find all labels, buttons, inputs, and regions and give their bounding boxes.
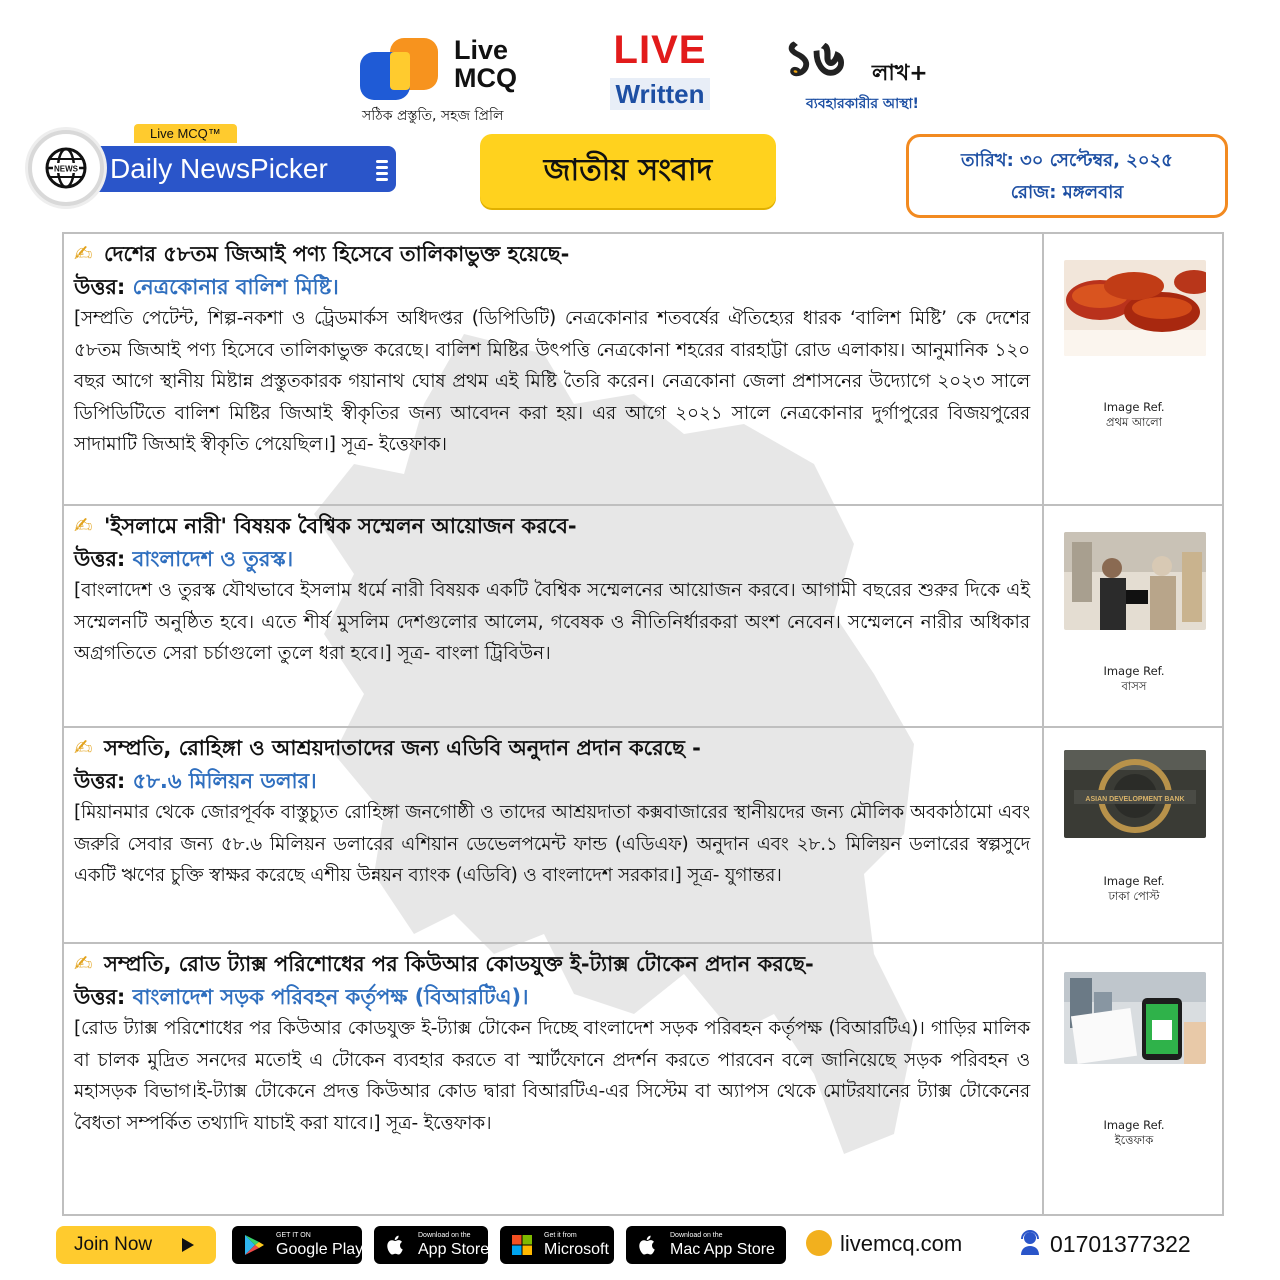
website-link[interactable]: livemcq.com xyxy=(806,1228,962,1260)
news-body: [মিয়ানমার থেকে জোরপূর্বক বাস্তুচ্যুত রোহিঙ্গা জনগোষ্ঠী ও তাদের আশ্রয়দাতা কক্সবাজারের স্থানীয়দের জন্য মৌলিক অবকাঠামো এবং জরুরি সেবার জন্য ৫৮.৬ মিলিয়ন ডলারের এশিয়ান ডেভেলপমেন্ট ফান্ড (এডিএফ) অনুদান এবং ২৮.১ মিলিয়ন ডলারের স্বল্পসুদে একটি ঋণের চুক্তি স্বাক্ষর করেছে এশীয় উন্নয়ন ব্যাংক (এডিবি) ও বাংলাদেশ সরকার।] সূত্র- যুগান্তর। xyxy=(74,802,1030,886)
livemcq-tagline: সঠিক প্রস্তুতি, সহজ প্রিলি xyxy=(362,108,504,124)
news-text xyxy=(64,728,1044,942)
sweet-photo xyxy=(1064,260,1206,356)
image-ref: Image Ref. ইত্তেফাক xyxy=(1103,1118,1165,1147)
news-item xyxy=(64,234,1224,506)
news-image-cell xyxy=(1044,944,1224,1216)
apple-icon xyxy=(384,1233,408,1257)
answer-value: ৫৮.৬ মিলিয়ন ডলার। xyxy=(132,769,317,793)
news-globe-icon xyxy=(28,130,104,206)
support-agent-icon xyxy=(1018,1229,1042,1257)
news-image-cell xyxy=(1044,728,1224,942)
writing-hand-icon: ✍ xyxy=(74,242,93,267)
news-item xyxy=(64,944,1224,1216)
news-text xyxy=(64,506,1044,726)
news-body: [সম্প্রতি পেটেন্ট, শিল্প-নকশা ও ট্রেডমার্কস অধিদপ্তর (ডিপিডিটি) নেত্রকোনার শতবর্ষের ঐতিহ্যের ধারক ‘বালিশ মিষ্টি’ কে দেশের ৫৮তম জিআই পণ্য হিসেবে তালিকাভুক্ত করেছে। বালিশ মিষ্টির উৎপত্তি নেত্রকোনা শহরের বারহাট্টা রোড এলাকায়। আনুমানিক ১২০ বছর আগে স্থানীয় মিষ্টান্ন প্রস্তুতকারক গয়ানাথ ঘোষ প্রথম এই মিষ্টি তৈরি করেন। নেত্রকোনা জেলা প্রশাসনের উদ্যোগে ২০২৩ সালে ডিপিডিটিতে বালিশ মিষ্টির জিআই স্বীকৃতির জন্য আবেদন করা হয়। এর আগে ২০২১ সালে নেত্রকোনার দুর্গাপুরের বিজয়পুরের সাদামাটি জিআই স্বীকৃতি পেয়েছিল।] সূত্র- ইত্তেফাক। xyxy=(74,308,1030,455)
news-body: [রোড ট্যাক্স পরিশোধের পর কিউআর কোডযুক্ত ই-ট্যাক্স টোকেন দিচ্ছে বাংলাদেশ সড়ক পরিবহন কর্তৃপক্ষ (বিআরটিএ)। গাড়ির মালিক বা চালক মুদ্রিত সনদের মতোই এ টোকেন ব্যবহার করতে বা স্মার্টফোনে প্রদর্শন করতে পারবেন বলে জানিয়েছে সড়ক পরিবহন ও মহাসড়ক বিভাগ।ই-ট্যাক্স টোকেনে প্রদত্ত কিউআর কোড দ্বারা বিআরটিএ-এর সিস্টেম বা অ্যাপস থেকে মোটরযানের ট্যাক্স টোকেনের বৈধতা সম্পর্কিত তথ্যাদি যাচাই করা যাবে।] সূত্র- ইত্তেফাক। xyxy=(74,1018,1030,1134)
answer-value: বাংলাদেশ সড়ক পরিবহন কর্তৃপক্ষ (বিআরটিএ)। xyxy=(132,985,529,1009)
news-body: [বাংলাদেশ ও তুরস্ক যৌথভাবে ইসলাম ধর্মে নারী বিষয়ক একটি বৈশ্বিক সম্মেলনের আয়োজন করবে। আগামী বছরের শুরুর দিকে এই সম্মেলনটি অনুষ্ঠিত হবে। এতে শীর্ষ মুসলিম দেশগুলোর আলেম, গবেষক ও নীতিনির্ধারকরা অংশ নেবেন। সম্মেলনে নারীর অধিকার অগ্রগতিতে সেরা চর্চাগুলো তুলে ধরা হবে।] সূত্র- বাংলা ট্রিবিউন। xyxy=(74,580,1030,664)
writing-hand-icon: ✍ xyxy=(74,514,93,539)
livemcq-logo-icon xyxy=(360,38,440,102)
news-table xyxy=(62,232,1224,1216)
phone-number[interactable]: 01701377322 xyxy=(1018,1228,1191,1260)
brand-header xyxy=(0,24,1280,124)
users-count-badge xyxy=(782,26,982,116)
date-line: তারিখ: ৩০ সেপ্টেম্বর, ২০২৫ xyxy=(961,150,1173,171)
news-item xyxy=(64,506,1224,728)
live-written-badge[interactable] xyxy=(610,28,710,114)
users-number: ১৬ xyxy=(784,31,844,85)
news-question: ✍ দেশের ৫৮তম জিআই পণ্য হিসেবে তালিকাভুক্ত হয়েছে- xyxy=(74,238,1030,271)
image-ref: Image Ref. প্রথম আলো xyxy=(1103,400,1165,429)
livemcq-wordmark: Live MCQ xyxy=(454,35,517,93)
globe-icon xyxy=(806,1230,832,1256)
news-answer: উত্তর: বাংলাদেশ ও তুরস্ক। xyxy=(74,547,294,571)
e-tax-token-photo xyxy=(1064,972,1206,1064)
date-box xyxy=(906,134,1228,218)
play-arrow-icon xyxy=(182,1238,194,1252)
news-question: ✍ সম্প্রতি, রোহিঙ্গা ও আশ্রয়দাতাদের জন্য এডিবি অনুদান প্রদান করেছে - xyxy=(74,732,1030,765)
adb-sign-text: ASIAN DEVELOPMENT BANK xyxy=(1085,796,1185,803)
news-image-cell xyxy=(1044,506,1224,726)
image-ref: Image Ref. বাসস xyxy=(1103,664,1165,693)
newspicker-title: Daily NewsPicker xyxy=(110,153,328,184)
live-label: LIVE xyxy=(613,28,707,72)
news-question: ✍ সম্প্রতি, রোড ট্যাক্স পরিশোধের পর কিউআর কোডযুক্ত ই-ট্যাক্স টোকেন প্রদান করছে- xyxy=(74,948,1030,981)
microsoft-store-button[interactable]: Get it from Microsoft xyxy=(500,1226,614,1264)
writing-hand-icon: ✍ xyxy=(74,736,93,761)
day-line: রোজ: মঙ্গলবার xyxy=(1010,182,1124,203)
section-title: জাতীয় সংবাদ xyxy=(480,134,776,208)
news-text xyxy=(64,944,1044,1216)
google-play-button[interactable]: GET IT ON Google Play xyxy=(232,1226,362,1264)
microsoft-icon xyxy=(510,1233,534,1257)
meeting-photo xyxy=(1064,532,1206,630)
newspicker-brand-tab: Live MCQ™ xyxy=(134,124,237,143)
google-play-icon xyxy=(242,1233,266,1257)
join-now-button[interactable]: Join Now xyxy=(56,1226,216,1264)
app-store-button[interactable]: Download on the App Store xyxy=(374,1226,488,1264)
news-answer: উত্তর: বাংলাদেশ সড়ক পরিবহন কর্তৃপক্ষ (বিআরটিএ)। xyxy=(74,985,529,1009)
written-label: Written xyxy=(610,78,710,110)
news-text xyxy=(64,234,1044,504)
users-caption: ব্যবহারকারীর আস্থা! xyxy=(806,96,919,112)
footer xyxy=(0,1224,1280,1268)
answer-value: বাংলাদেশ ও তুরস্ক। xyxy=(132,547,294,571)
news-item xyxy=(64,728,1224,944)
news-image-cell xyxy=(1044,234,1224,504)
users-lakh: লাখ+ xyxy=(872,61,928,86)
newspicker-title-bar xyxy=(90,146,396,192)
daily-newspicker-logo xyxy=(28,124,408,224)
apple-icon xyxy=(636,1233,660,1257)
adb-sign-photo xyxy=(1064,750,1206,838)
writing-hand-icon: ✍ xyxy=(74,952,93,977)
globe-label: NEWS xyxy=(54,164,78,174)
news-answer: উত্তর: নেত্রকোনার বালিশ মিষ্টি। xyxy=(74,275,339,299)
livemcq-logo[interactable] xyxy=(358,32,558,122)
image-ref: Image Ref. ঢাকা পোস্ট xyxy=(1103,874,1165,903)
news-answer: উত্তর: ৫৮.৬ মিলিয়ন ডলার। xyxy=(74,769,317,793)
lines-icon xyxy=(376,160,388,184)
answer-value: নেত্রকোনার বালিশ মিষ্টি। xyxy=(132,275,339,299)
news-question: ✍ 'ইসলামে নারী' বিষয়ক বৈশ্বিক সম্মেলন আয়োজন করবে- xyxy=(74,510,1030,543)
mac-app-store-button[interactable]: Download on the Mac App Store xyxy=(626,1226,786,1264)
